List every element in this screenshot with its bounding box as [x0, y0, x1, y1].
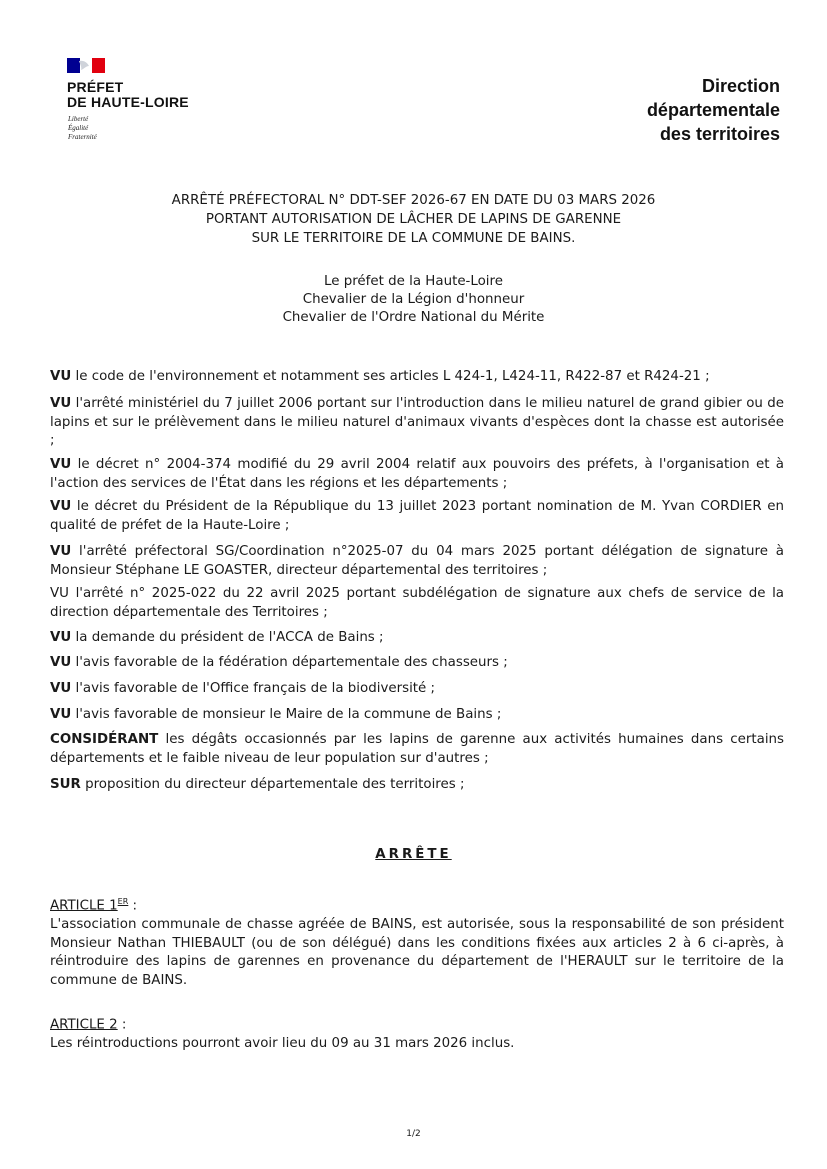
page-number: 1/2	[406, 1129, 421, 1139]
sur-paragraph: SUR proposition du directeur départementale des territoires ;	[50, 777, 465, 792]
visa-paragraph: VU le décret n° 2004-374 modifié du 29 avril 2004 relatif aux pouvoirs des préfets, à l'organisation et à l'action des services de l'État dans les régions et les départements ;	[50, 457, 784, 491]
visa-paragraph: VU l'avis favorable de monsieur le Maire de la commune de Bains ;	[50, 707, 502, 722]
visa-paragraph: VU l'avis favorable de l'Office français de la biodiversité ;	[50, 681, 436, 696]
direction-line-2: départementale	[646, 100, 780, 120]
marianne-logo-flag	[67, 58, 105, 73]
motto-liberte: Liberté	[68, 115, 89, 123]
article-1-heading: ARTICLE 1ER :	[50, 897, 138, 914]
visa-paragraph: VU l'arrêté n° 2025-022 du 22 avril 2025 portant subdélégation de signature aux chefs de service de la direction départementale des Territoires ;	[50, 586, 784, 620]
article-2-text: Les réintroductions pourront avoir lieu du 09 au 31 mars 2026 inclus.	[50, 1036, 515, 1051]
title-line-2: PORTANT AUTORISATION DE LÂCHER DE LAPINS DE GARENNE	[205, 212, 622, 227]
visa-paragraph: VU la demande du président de l'ACCA de Bains ;	[50, 630, 384, 645]
article-1-text: L'association communale de chasse agréée de BAINS, est autorisée, sous la responsabilité de son président Monsieur Nathan THIEBAULT (ou de son délégué) dans les conditions fixées aux articles 2 à 6 ci-après, à réintroduire des lapins de garennes en provenance du département de l'HERAULT sur le territoire de la commune de BAINS.	[50, 917, 784, 988]
direction-line-1: Direction	[701, 76, 780, 96]
prefet-line-1: Le préfet de la Haute-Loire	[324, 274, 503, 289]
title-line-3: SUR LE TERRITOIRE DE LA COMMUNE DE BAINS.	[251, 231, 576, 246]
article-2-heading: ARTICLE 2 :	[50, 1017, 127, 1033]
logo-prefet: PRÉFET	[67, 79, 124, 95]
visa-paragraph: VU l'avis favorable de la fédération départementale des chasseurs ;	[50, 655, 508, 670]
logo-haute-loire: DE HAUTE-LOIRE	[67, 94, 189, 110]
visa-paragraph: VU le décret du Président de la République du 13 juillet 2023 portant nomination de M. Yvan CORDIER en qualité de préfet de la Haute-Loire ;	[50, 499, 784, 533]
title-line-1: ARRÊTÉ PRÉFECTORAL N° DDT-SEF 2026-67 EN DATE DU 03 MARS 2026	[171, 193, 656, 208]
direction-line-3: des territoires	[659, 124, 780, 144]
visa-paragraph: VU l'arrêté ministériel du 7 juillet 2006 portant sur l'introduction dans le milieu naturel de grand gibier ou de lapins et sur le prélèvement dans le milieu naturel d'animaux vivants d'espèces dont la chasse est autorisée ;	[50, 396, 784, 448]
motto-egalite: Égalité	[68, 124, 89, 132]
visa-paragraph: VU le code de l'environnement et notamment ses articles L 424-1, L424-11, R422-87 et R424-21 ;	[50, 369, 710, 384]
prefet-line-3: Chevalier de l'Ordre National du Mérite	[282, 310, 545, 325]
arrete-heading: ARRÊTE	[375, 847, 452, 862]
prefet-line-2: Chevalier de la Légion d'honneur	[302, 292, 525, 307]
considerant-paragraph: CONSIDÉRANT les dégâts occasionnés par les lapins de garenne aux activités humaines dans certains départements et le faible niveau de leur population sur d'autres ;	[50, 732, 784, 766]
visa-paragraph: VU l'arrêté préfectoral SG/Coordination n°2025-07 du 04 mars 2025 portant délégation de signature à Monsieur Stéphane LE GOASTER, directeur départemental des territoires ;	[50, 544, 784, 578]
motto-fraternite: Fraternité	[68, 133, 97, 141]
